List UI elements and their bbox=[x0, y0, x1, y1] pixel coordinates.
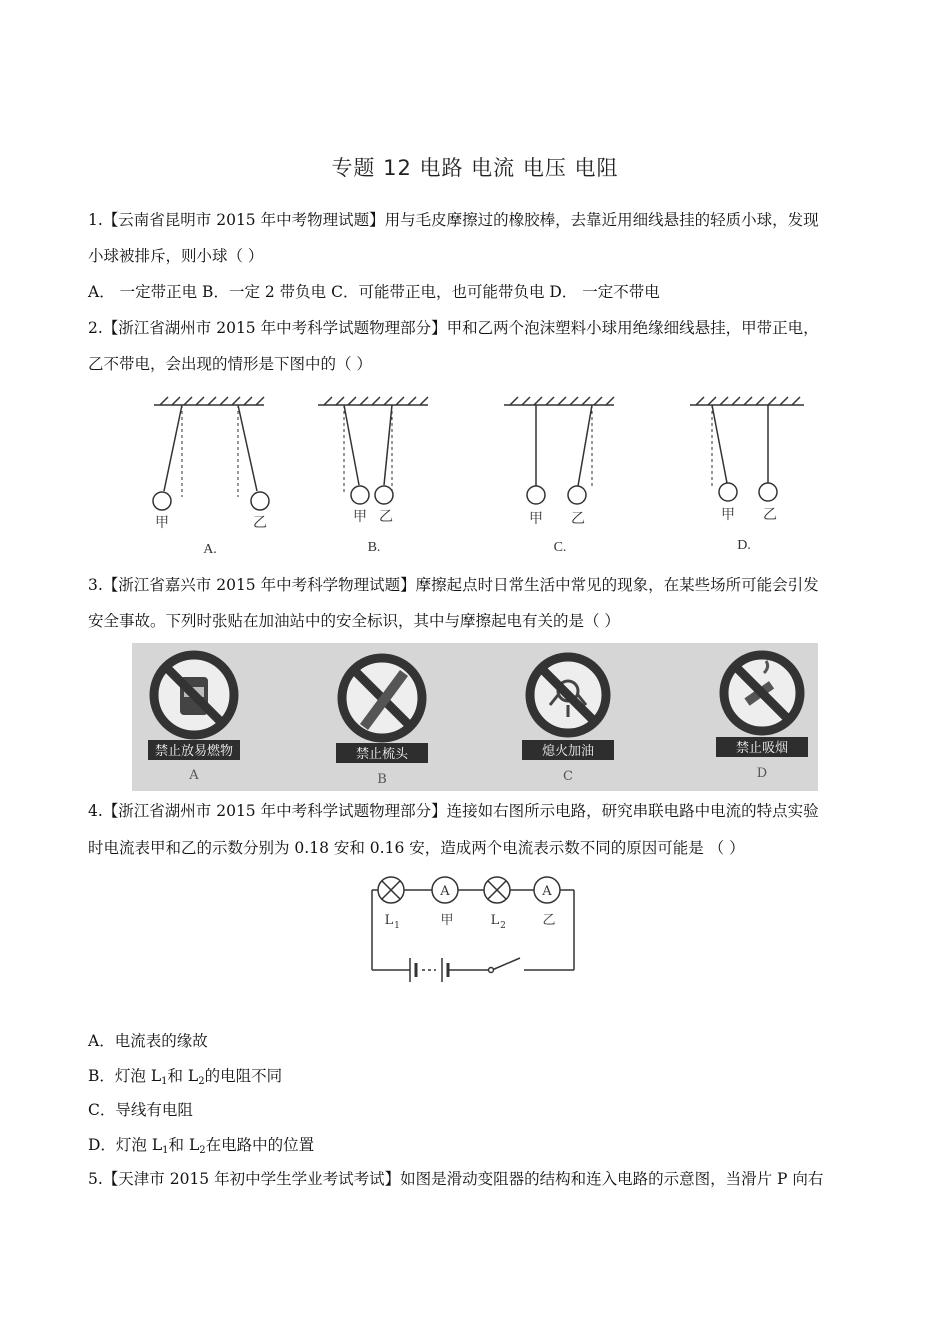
circuit-label-l2: L bbox=[490, 913, 500, 928]
circuit-label-l1: L bbox=[384, 913, 394, 928]
circuit-label-l2-sub: 2 bbox=[500, 921, 506, 931]
page-title: 专题 12 电路 电流 电压 电阻 bbox=[331, 156, 619, 180]
pendulum-label-d: D. bbox=[737, 538, 751, 553]
circuit-label-l1-sub: 1 bbox=[394, 921, 400, 931]
ball-jia-d: 甲 bbox=[721, 507, 735, 523]
q3-stem-line1: 3.【浙江省嘉兴市 2015 年中考科学物理试题】摩擦起点时日常生活中常见的现象，在某些场所可能会引发 bbox=[88, 576, 819, 594]
q4-option-a: A．电流表的缘故 bbox=[88, 1032, 208, 1050]
pendulum-label-a: A. bbox=[203, 542, 217, 557]
sign-c-text: 熄火加油 bbox=[541, 744, 595, 759]
sign-a-text: 禁止放易燃物 bbox=[154, 744, 234, 759]
sign-d-text: 禁止吸烟 bbox=[735, 741, 789, 756]
pendulum-option-a bbox=[153, 397, 269, 510]
q1-options: A． 一定带正电 B．一定 2 带负电 C．可能带正电，也可能带负电 D． 一定不带电 bbox=[88, 283, 660, 301]
ammeter-jia-symbol: A bbox=[440, 884, 450, 899]
sign-c-letter: C bbox=[563, 769, 573, 784]
q4-stem-line2: 时电流表甲和乙的示数分别为 0.18 安和 0.16 安，造成两个电流表示数不同的原因可能是 （ ） bbox=[88, 839, 745, 857]
pendulum-option-c bbox=[504, 397, 614, 504]
sign-b-text: 禁止梳头 bbox=[355, 747, 409, 762]
circuit-label-yi: 乙 bbox=[542, 913, 556, 928]
safety-signs-figure bbox=[132, 643, 818, 791]
pendulum-figure bbox=[140, 385, 820, 560]
circuit-label-jia: 甲 bbox=[440, 913, 454, 928]
q2-stem-line1: 2.【浙江省湖州市 2015 年中考科学试题物理部分】甲和乙两个泡沫塑料小球用绝缘细线悬挂，甲带正电， bbox=[88, 319, 819, 337]
ball-yi-b: 乙 bbox=[379, 509, 393, 525]
series-circuit-figure bbox=[360, 870, 582, 1000]
q3-stem-line2: 安全事故。下列时张贴在加油站中的安全标识，其中与摩擦起电有关的是（ ） bbox=[88, 612, 620, 630]
ball-jia-c: 甲 bbox=[529, 511, 543, 527]
sign-a-letter: A bbox=[189, 768, 199, 783]
q5-stem-line1: 5.【天津市 2015 年初中学生学业考试考试】如图是滑动变阻器的结构和连入电路的示意图，当滑片 P 向右 bbox=[88, 1170, 824, 1188]
pendulum-label-c: C. bbox=[553, 540, 567, 555]
ball-jia-a: 甲 bbox=[155, 515, 169, 531]
pendulum-option-d bbox=[690, 397, 804, 501]
ball-yi-c: 乙 bbox=[571, 511, 585, 527]
q4-stem-line1: 4.【浙江省湖州市 2015 年中考科学试题物理部分】连接如右图所示电路，研究串联电路中电流的特点实验 bbox=[88, 802, 819, 820]
q2-stem-line2: 乙不带电，会出现的情形是下图中的（ ） bbox=[88, 355, 372, 373]
ball-yi-d: 乙 bbox=[763, 507, 777, 523]
sign-b-letter: B bbox=[377, 772, 387, 787]
ball-jia-b: 甲 bbox=[353, 509, 367, 525]
pendulum-option-b bbox=[318, 397, 428, 504]
q1-stem-line2: 小球被排斥，则小球（ ） bbox=[88, 247, 264, 265]
ball-yi-a: 乙 bbox=[253, 515, 267, 531]
q4-option-d: D．灯泡 $L_1$和 $L_2$在电路中的位置 bbox=[88, 1136, 315, 1156]
pendulum-label-b: B. bbox=[367, 540, 381, 555]
sign-d-letter: D bbox=[756, 766, 768, 781]
ammeter-yi-symbol: A bbox=[542, 884, 552, 899]
q4-option-c: C．导线有电阻 bbox=[88, 1101, 193, 1119]
q1-stem-line1: 1.【云南省昆明市 2015 年中考物理试题】用与毛皮摩擦过的橡胶棒，去靠近用细线悬挂的轻质小球，发现 bbox=[88, 211, 819, 229]
q4-option-b: B．灯泡 $L_1$和 $L_2$的电阻不同 bbox=[88, 1067, 283, 1087]
